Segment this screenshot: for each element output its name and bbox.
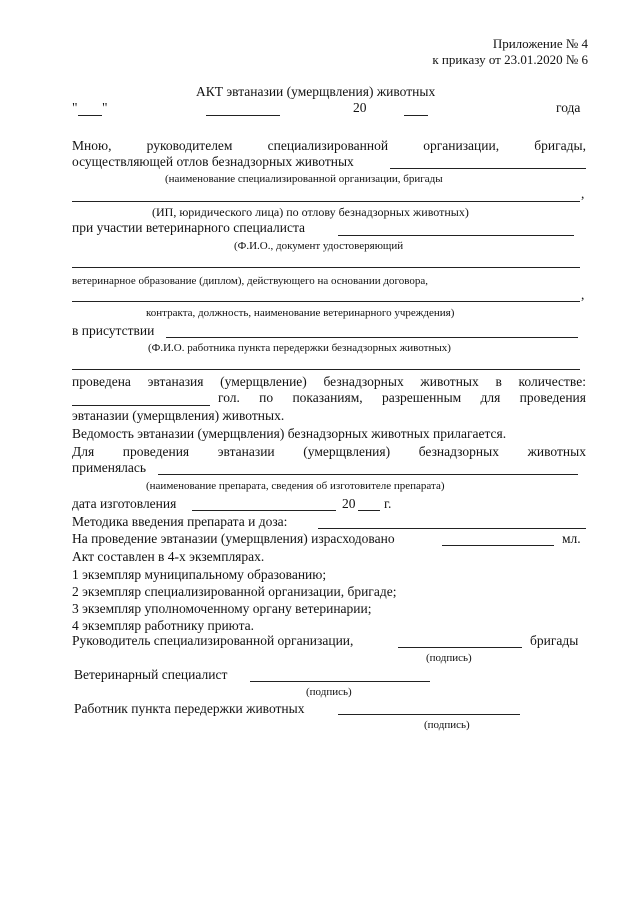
procedure-word: в (495, 374, 502, 389)
document-title: АКТ эвтаназии (умерщвления) животных (196, 84, 436, 99)
manufacture-year-field[interactable] (358, 510, 380, 511)
method-label: Методика введения препарата и доза: (72, 514, 288, 529)
procedure-word: (умерщвление) (220, 374, 307, 389)
vet-comma: , (581, 287, 585, 302)
presence-label: в присутствии (72, 323, 155, 338)
manufacture-year-prefix: 20 (342, 496, 356, 511)
date-month-blank (206, 115, 280, 116)
organization-name-field-2[interactable] (72, 201, 580, 202)
date-day-blank (78, 115, 102, 116)
procedure-word: эвтаназии (217, 444, 275, 459)
vet-document-field[interactable] (72, 267, 580, 268)
manufacture-date-field[interactable] (192, 510, 336, 511)
manufacture-label: дата изготовления (72, 496, 177, 511)
copies-intro: Акт составлен в 4-х экземплярах. (72, 549, 265, 564)
vet-hint-1: (Ф.И.О., документ удостоверяющий (234, 240, 404, 252)
procedure-line-3: эвтаназии (умерщвления) животных. (72, 408, 285, 423)
intro-line-2: осуществляющей отлов безнадзорных животных (72, 154, 354, 169)
procedure-line-1 (72, 374, 586, 390)
procedure-line-4: Ведомость эвтаназии (умерщвления) безнадзорных животных прилагается. (72, 426, 507, 441)
procedure-word: проведения (519, 390, 586, 405)
procedure-line-5 (72, 444, 586, 460)
vet-hint-2: контракта, должность, наименование ветеринарного учреждения) (146, 307, 455, 319)
head-signature-suffix: бригады (530, 633, 579, 648)
head-signature-hint: (подпись) (426, 652, 472, 664)
intro-line-1 (72, 138, 586, 154)
intro-word: специализированной (267, 138, 389, 153)
appendix-number: Приложение № 4 (492, 36, 588, 51)
vet-signature-hint: (подпись) (306, 686, 352, 698)
date-year-prefix: 20 (353, 100, 367, 115)
procedure-word: эвтаназия (147, 374, 204, 389)
procedure-word: Для (72, 444, 95, 459)
vet-label: при участии ветеринарного специалиста (72, 220, 306, 235)
vet-name-field[interactable] (338, 235, 574, 236)
copy-item: 3 экземпляр уполномоченному органу ветеринарии; (72, 601, 372, 616)
intro-word: организации, (423, 138, 500, 153)
worker-signature-field[interactable] (338, 714, 520, 715)
appendix-order: к приказу от 23.01.2020 № 6 (432, 52, 588, 67)
drug-hint: (наименование препарата, сведения об изготовителе препарата) (146, 480, 445, 492)
method-field[interactable] (318, 528, 586, 529)
consumed-label: На проведение эвтаназии (умерщвления) израсходовано (72, 531, 395, 546)
procedure-word: безнадзорных (323, 374, 404, 389)
copy-item: 1 экземпляр муниципальному образованию; (72, 567, 327, 582)
procedure-word: проведена (72, 374, 131, 389)
date-quote-close: " (102, 100, 108, 115)
organization-hint: (наименование специализированной организации, бригады (165, 173, 443, 185)
vet-line-2: ветеринарное образование (диплом), действующего на основании договора, (72, 275, 428, 287)
organization-hint-2: (ИП, юридического лица) по отлову безнадзорных животных) (152, 205, 469, 219)
consumed-amount-field[interactable] (442, 545, 554, 546)
procedure-word: животных (420, 374, 479, 389)
procedure-word: разрешенным (381, 390, 462, 405)
date-quote-open: " (72, 100, 78, 115)
intro-word: бригады, (534, 138, 586, 153)
date-year-blank (404, 115, 428, 116)
head-signature-label: Руководитель специализированной организации, (72, 633, 354, 648)
presence-name-field-2[interactable] (72, 369, 580, 370)
drug-name-field[interactable] (158, 474, 578, 475)
procedure-line-6: применялась (72, 460, 147, 475)
procedure-word: животных (527, 444, 586, 459)
head-signature-field[interactable] (398, 647, 522, 648)
worker-signature-label: Работник пункта передержки животных (74, 701, 305, 716)
vet-signature-label: Ветеринарный специалист (74, 667, 228, 682)
procedure-word: для (480, 390, 501, 405)
head-count-field[interactable] (72, 405, 210, 406)
procedure-word: безнадзорных (418, 444, 499, 459)
procedure-word: (умерщвления) (303, 444, 391, 459)
intro-word: руководителем (146, 138, 233, 153)
worker-signature-hint: (подпись) (424, 719, 470, 731)
vet-contract-field[interactable] (72, 301, 580, 302)
consumed-unit: мл. (562, 531, 581, 546)
procedure-word: гол. (218, 390, 240, 405)
presence-name-field[interactable] (166, 337, 578, 338)
copy-item: 2 экземпляр специализированной организации, бригаде; (72, 584, 397, 599)
procedure-word: количестве: (518, 374, 586, 389)
vet-signature-field[interactable] (250, 681, 430, 682)
date-year-word: года (556, 100, 581, 115)
organization-name-field[interactable] (390, 168, 586, 169)
procedure-word: по (259, 390, 274, 405)
presence-hint: (Ф.И.О. работника пункта передержки безнадзорных животных) (148, 342, 451, 354)
organization-comma: , (581, 186, 585, 201)
procedure-word: показаниям, (292, 390, 363, 405)
procedure-line-2 (218, 390, 586, 406)
procedure-word: проведения (122, 444, 190, 459)
manufacture-year-suffix: г. (384, 496, 392, 511)
copy-item: 4 экземпляр работнику приюта. (72, 618, 255, 633)
intro-word: Мною, (72, 138, 112, 153)
